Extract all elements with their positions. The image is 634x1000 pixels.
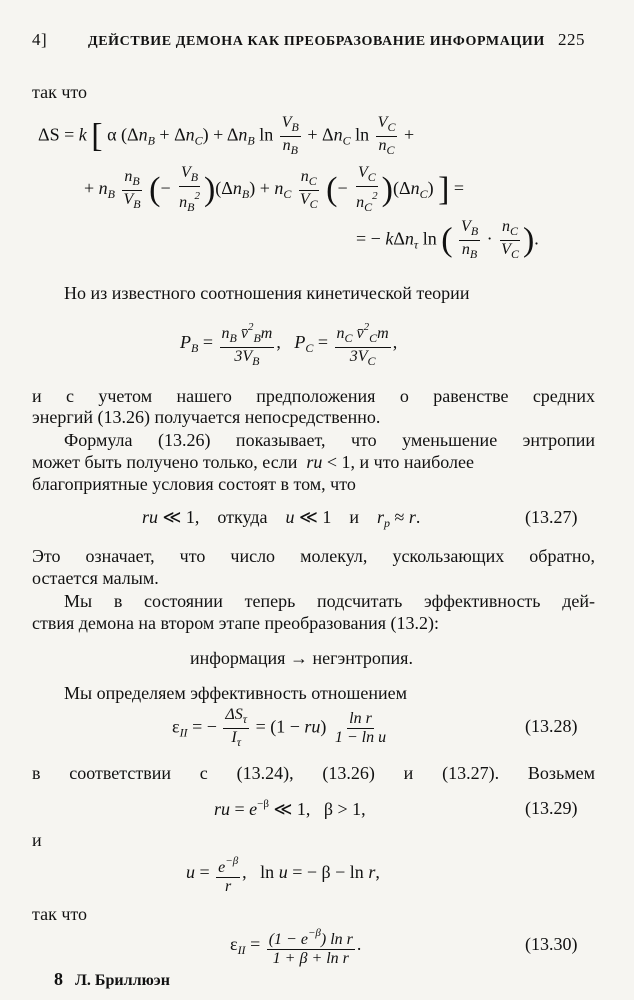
- equation-13-30: $\varepsilon_{II}$ = $\frac{(1 - e^{-\beta}) \ln r}{\text{1 + β + ln r}}$ .: [230, 924, 361, 968]
- information-negentropy: информация → негэнтропия.: [190, 648, 413, 668]
- paragraph-3-line-2a: может быть получено только, если: [32, 452, 298, 472]
- paragraph-3-line-2: может быть получено только, если ru < 1, и что наиболее: [32, 452, 474, 472]
- paragraph-3-line-3: благоприятные условия состоят в том, что: [32, 474, 356, 494]
- paragraph-5-line-1: Мы в состоянии теперь подсчитать эффективность дей-: [64, 591, 595, 611]
- paragraph-3-line-1: Формула (13.26) показывает, что уменьшение энтропии: [64, 430, 595, 450]
- equation-13-27: ru ≪ 1, откуда u ≪ 1 и $r_p \approx r$.: [142, 507, 421, 530]
- paragraph-5-line-2: ствия демона на втором этапе преобразования (13.2):: [32, 613, 440, 633]
- word-i: и: [349, 507, 359, 527]
- paragraph-3-line-2b: , и что наиболее: [350, 452, 474, 472]
- paragraph-6: Мы определяем эффективность отношением: [64, 683, 408, 703]
- equation-pressure: $P_B$ = $\frac{n_B v̄^2_Bm}{3V_B}$ , $P_C$ = $\frac{n_C v̄^2_Cm}{3V_C}$ ,: [180, 318, 397, 370]
- word-and: и: [32, 830, 42, 850]
- equation-13-28: $\varepsilon_{II}$ = − $\frac{\Delta S_\tau}{I_\tau}$ = (1 − ru) $\frac{\text{ln r}}{\text{1 − ln u}}$: [172, 706, 387, 749]
- equation-number-13-29: (13.29): [525, 798, 578, 818]
- equation-delta-s-line2: + $n_B$ $\frac{n_B}{V_B}$ (− $\frac{V_B}{n_B^2}$ )$(\Delta n_B) + n_C$ $\frac{n_C}{V_C}$ (− $\frac{V_C}{n_C^2}$ )$(\Delta n_C)$ ] =: [84, 164, 465, 214]
- equation-number-13-30: (13.30): [525, 934, 578, 954]
- signature-name: Л. Бриллюэн: [75, 972, 170, 989]
- text-tak-chto: так что: [32, 82, 88, 102]
- paragraph-2-line-2: энергий (13.26) получается непосредственно.: [32, 407, 381, 427]
- paragraph-4-line-1: Это означает, что число молекул, ускользающих обратно,: [32, 546, 595, 566]
- text-tak-chto-2: так что: [32, 904, 88, 924]
- equation-u: u = $\frac{e^{-\beta}}{r}$ , ln u = − β − ln r,: [186, 852, 380, 896]
- paragraph-7: в соответствии с (13.24), (13.26) и (13.27). Возьмем: [32, 763, 595, 783]
- equation-number-13-27: (13.27): [525, 507, 578, 527]
- page-number: 225: [558, 30, 585, 49]
- equation-number-13-28: (13.28): [525, 716, 578, 736]
- printer-signature: [54, 969, 170, 990]
- equation-delta-s-line3: = − kΔn$_\tau$ ln ( $\frac{V_B}{n_B}$ · $\frac{n_C}{V_C}$ ).: [356, 218, 539, 261]
- paragraph-4-line-2: остается малым.: [32, 568, 159, 588]
- paragraph-2-line-1: и с учетом нашего предположения о равенстве средних: [32, 386, 595, 406]
- word-otkuda: откуда: [217, 507, 268, 527]
- signature-number: 8: [54, 969, 63, 989]
- paragraph-kinetic-theory: Но из известного соотношения кинетической теории: [64, 283, 470, 303]
- equation-13-29: ru = $e^{-\beta}$ ≪ 1, β > 1,: [214, 798, 366, 819]
- running-header-title: ДЕЙСТВИЕ ДЕМОНА КАК ПРЕОБРАЗОВАНИЕ ИНФОРМАЦИИ: [88, 34, 545, 49]
- chapter-number: 4]: [32, 30, 48, 49]
- equation-delta-s-line1: ΔS = k [ α $(\Delta n_B + \Delta n_C) + \Delta n_B$ ln $\frac{V_B}{n_B}$ + $\Delta n_C$ ln $\frac{V_C}{n_C}$ +: [38, 114, 415, 157]
